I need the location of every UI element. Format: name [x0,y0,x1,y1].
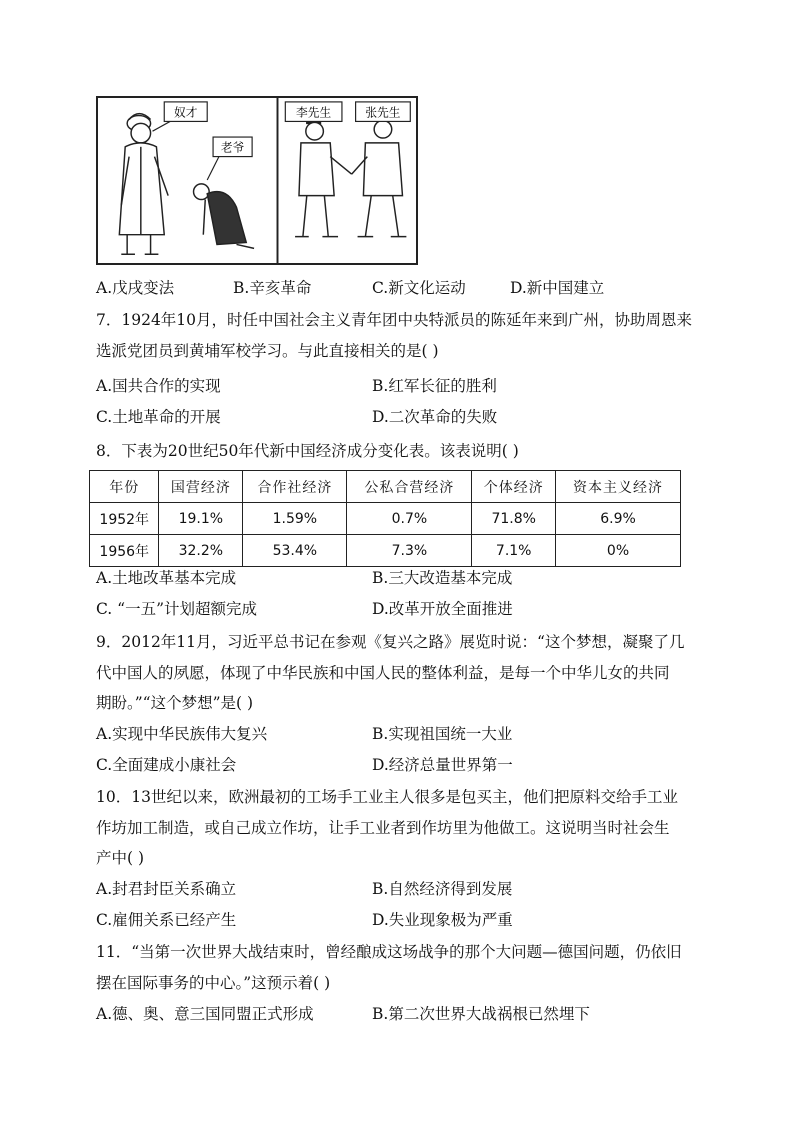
q10-option-a[interactable]: A.封君封臣关系确立 [96,880,237,898]
table-cell: 32.2% [159,535,243,567]
table-header-cell: 资本主义经济 [556,471,681,503]
table-cell: 1956年 [90,535,159,567]
q11-option-b[interactable]: B.第二次世界大战祸根已然埋下 [372,1005,590,1023]
q10-stem-line-3: 产中( ) [96,849,145,867]
table-cell: 71.8% [472,503,556,535]
q11-stem-line-1: 11．“当第一次世界大战结束时，曾经酿成这场战争的那个大问题—德国问题，仍依旧 [96,943,682,961]
table-cell: 0.7% [347,503,472,535]
table-row [90,535,681,567]
q6-option-b[interactable]: B.辛亥革命 [233,279,312,297]
table-header-cell: 年份 [90,471,159,503]
economy-table [89,470,681,567]
table-cell: 1952年 [90,503,159,535]
q8-option-b[interactable]: B.三大改造基本完成 [372,569,513,587]
q9-stem-line-2: 代中国人的夙愿，体现了中华民族和中国人民的整体利益，是每一个中华儿女的共同 [96,664,670,682]
q7-option-c[interactable]: C.土地革命的开展 [96,408,221,426]
cartoon-drawing [98,98,416,263]
q8-option-c[interactable]: C. “一五”计划超额完成 [96,600,258,618]
table-header-cell: 公私合营经济 [347,471,472,503]
q9-option-c[interactable]: C.全面建成小康社会 [96,756,237,774]
q8-option-a[interactable]: A.土地改革基本完成 [96,569,237,587]
q8-option-d[interactable]: D.改革开放全面推进 [372,600,513,618]
label-slave: 奴才 [174,105,198,120]
q7-stem-line-1: 7．1924年10月，时任中国社会主义青年团中央特派员的陈延年来到广州，协助周恩来 [96,311,693,329]
table-cell: 7.1% [472,535,556,567]
table-cell: 53.4% [243,535,347,567]
q9-stem-line-1: 9．2012年11月，习近平总书记在参观《复兴之路》展览时说：“这个梦想，凝聚了几 [96,633,685,651]
q7-option-a[interactable]: A.国共合作的实现 [96,377,221,395]
label-mr-li: 李先生 [296,105,332,120]
q9-option-b[interactable]: B.实现祖国统一大业 [372,725,513,743]
table-header-row [90,471,681,503]
table-header-cell: 合作社经济 [243,471,347,503]
table-cell: 7.3% [347,535,472,567]
q6-option-d[interactable]: D.新中国建立 [510,279,605,297]
q10-stem-line-1: 10．13世纪以来，欧洲最初的工场手工业主人很多是包买主，他们把原料交给手工业 [96,788,678,806]
q6-option-a[interactable]: A.戊戌变法 [96,279,175,297]
table-header-cell: 个体经济 [472,471,556,503]
q7-option-b[interactable]: B.红军长征的胜利 [372,377,497,395]
q6-option-c[interactable]: C.新文化运动 [372,279,466,297]
q8-stem-line-1: 8．下表为20世纪50年代新中国经济成分变化表。该表说明( ) [96,442,519,460]
q9-option-a[interactable]: A.实现中华民族伟大复兴 [96,725,268,743]
label-mr-zhang: 张先生 [365,105,401,120]
label-master: 老爷 [220,140,245,155]
q9-option-d[interactable]: D.经济总量世界第一 [372,756,513,774]
table-header-cell: 国营经济 [159,471,243,503]
cartoon-image [96,96,418,265]
q9-stem-line-3: 期盼。”“这个梦想”是( ) [96,694,254,712]
table-cell: 19.1% [159,503,243,535]
q10-stem-line-2: 作坊加工制造，或自己成立作坊，让手工业者到作坊里为他做工。这说明当时社会生 [96,819,670,837]
table-cell: 0% [556,535,681,567]
q10-option-c[interactable]: C.雇佣关系已经产生 [96,911,237,929]
q7-option-d[interactable]: D.二次革命的失败 [372,408,498,426]
q11-stem-line-2: 摆在国际事务的中心。”这预示着( ) [96,974,331,992]
q10-option-b[interactable]: B.自然经济得到发展 [372,880,513,898]
q7-stem-line-2: 选派党团员到黄埔军校学习。与此直接相关的是( ) [96,342,439,360]
table-row [90,503,681,535]
table-cell: 6.9% [556,503,681,535]
q11-option-a[interactable]: A.德、奥、意三国同盟正式形成 [96,1005,314,1023]
table-cell: 1.59% [243,503,347,535]
q10-option-d[interactable]: D.失业现象极为严重 [372,911,513,929]
